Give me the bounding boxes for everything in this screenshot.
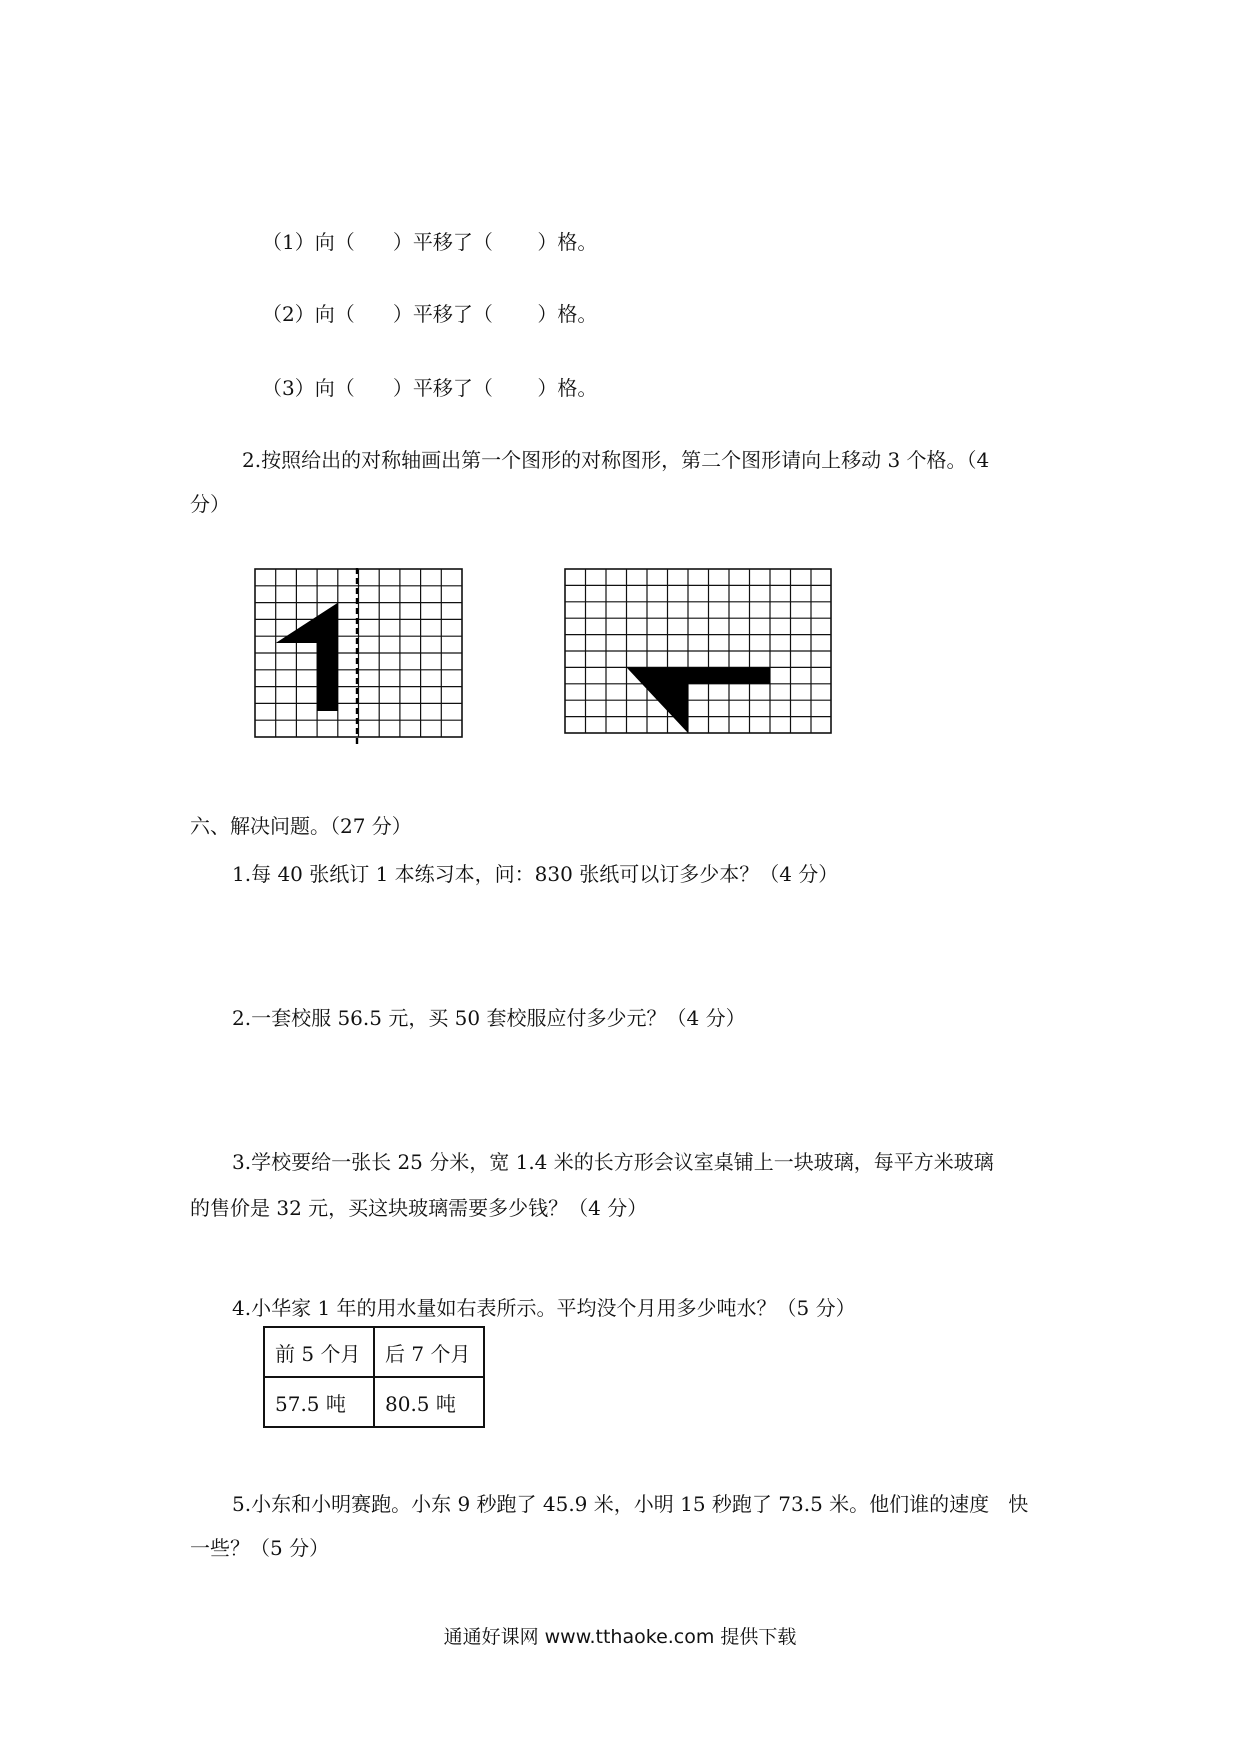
problem-2: 2.一套校服 56.5 元，买 50 套校服应付多少元？（4 分） — [232, 1006, 746, 1030]
table-row — [264, 1377, 484, 1427]
table-header-cell: 后 7 个月 — [374, 1327, 484, 1377]
footer-credit: 通通好课网 www.tthaoke.com 提供下载 — [443, 1626, 797, 1648]
table-header-cell: 前 5 个月 — [264, 1327, 374, 1377]
problem-3-line2: 的售价是 32 元，买这块玻璃需要多少钱？（4 分） — [190, 1196, 648, 1220]
section-6-title: 六、解决问题。（27 分） — [190, 814, 412, 838]
problem-3-line1: 3.学校要给一张长 25 分米，宽 1.4 米的长方形会议室桌铺上一块玻璃，每平方米玻璃 — [232, 1150, 994, 1174]
blank-line-3: （3）向（ ）平移了（ ）格。 — [262, 376, 598, 400]
question-2-line1: 2.按照给出的对称轴画出第一个图形的对称图形，第二个图形请向上移动 3 个格。（4 — [242, 448, 990, 472]
blank-line-2: （2）向（ ）平移了（ ）格。 — [262, 302, 598, 326]
problem-5-line1: 5.小东和小明赛跑。小东 9 秒跑了 45.9 米，小明 15 秒跑了 73.5 米。他们谁的速度 快 — [232, 1492, 1029, 1516]
table-cell: 57.5 吨 — [264, 1377, 374, 1427]
translation-grid — [564, 568, 836, 740]
water-usage-table — [263, 1326, 485, 1428]
problem-4: 4.小华家 1 年的用水量如右表所示。平均没个月用多少吨水？（5 分） — [232, 1296, 856, 1320]
table-row — [264, 1327, 484, 1377]
symmetry-grid — [254, 568, 474, 750]
problem-1: 1.每 40 张纸订 1 本练习本，问：830 张纸可以订多少本？（4 分） — [232, 862, 839, 886]
blank-line-1: （1）向（ ）平移了（ ）格。 — [262, 230, 598, 254]
table-cell: 80.5 吨 — [374, 1377, 484, 1427]
question-2-line2: 分） — [190, 492, 230, 516]
problem-5-line2: 一些？（5 分） — [190, 1536, 330, 1560]
